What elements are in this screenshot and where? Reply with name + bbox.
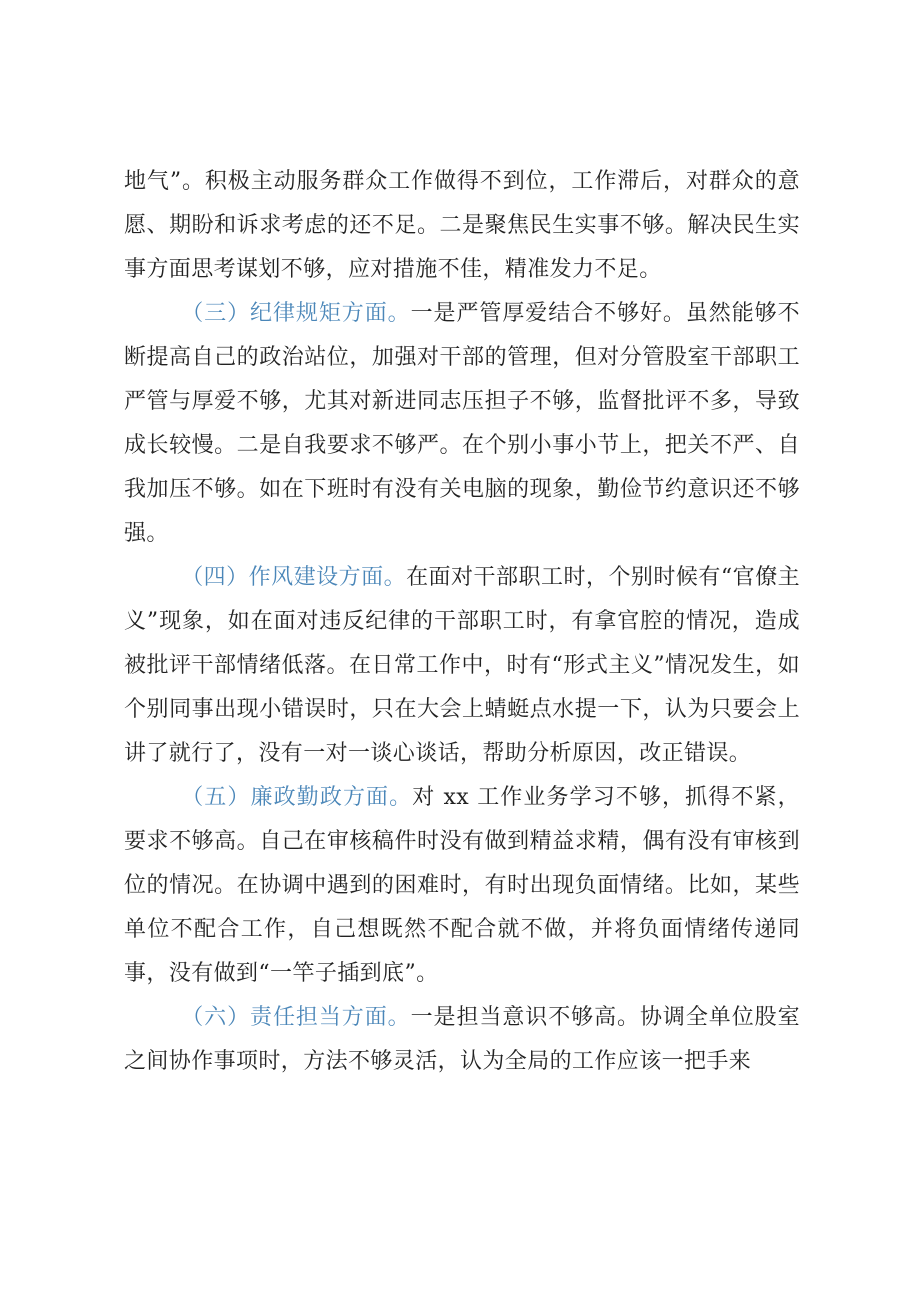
section-heading-discipline: （三）纪律规矩方面。 xyxy=(181,301,411,326)
paragraph-text: 在面对干部职工时，个别时候有“官僚主义”现象，如在面对违反纪律的干部职工时，有拿官腔的情况，造成被批评干部情绪低落。在日常工作中，时有“形式主义”情况发生，如个别同事出现小错误时，只在大会上蜻蜓点水提一下，认为只要会上讲了就行了，没有一对一谈心谈话，帮助分析原因，改正错误。 xyxy=(124,565,800,766)
document-body xyxy=(124,160,800,1084)
paragraph-responsibility xyxy=(124,996,800,1084)
section-heading-responsibility: （六）责任担当方面。 xyxy=(181,1005,411,1030)
paragraph-text: 一是严管厚爱结合不够好。虽然能够不断提高自己的政治站位，加强对干部的管理，但对分管股室干部职工严管与厚爱不够，尤其对新进同志压担子不够，监督批评不多，导致成长较慢。二是自我要求不够严。在个别小事小节上，把关不严、自我加压不够。如在下班时有没有关电脑的现象，勤俭节约意识还不够强。 xyxy=(124,301,800,546)
paragraph-continuation xyxy=(124,160,800,292)
paragraph-discipline xyxy=(124,292,800,556)
paragraph-text: 对 xx 工作业务学习不够，抓得不紧，要求不够高。自己在审核稿件时没有做到精益求精，偶有没有审核到位的情况。在协调中遇到的困难时，有时出现负面情绪。比如，某些单位不配合工作，自己想既然不配合就不做，并将负面情绪传递同事，没有做到“一竿子插到底”。 xyxy=(124,785,800,986)
paragraph-integrity xyxy=(124,776,800,996)
paragraph-work-style xyxy=(124,556,800,776)
paragraph-text: 一是担当意识不够高。协调全单位股室之间协作事项时，方法不够灵活，认为全局的工作应该一把手来 xyxy=(124,1005,800,1074)
paragraph-text: 地气”。积极主动服务群众工作做得不到位，工作滞后，对群众的意愿、期盼和诉求考虑的还不足。二是聚焦民生实事不够。解决民生实事方面思考谋划不够，应对措施不佳，精准发力不足。 xyxy=(124,169,800,282)
section-heading-integrity: （五）廉政勤政方面。 xyxy=(181,785,413,810)
section-heading-work-style: （四）作风建设方面。 xyxy=(181,565,407,590)
